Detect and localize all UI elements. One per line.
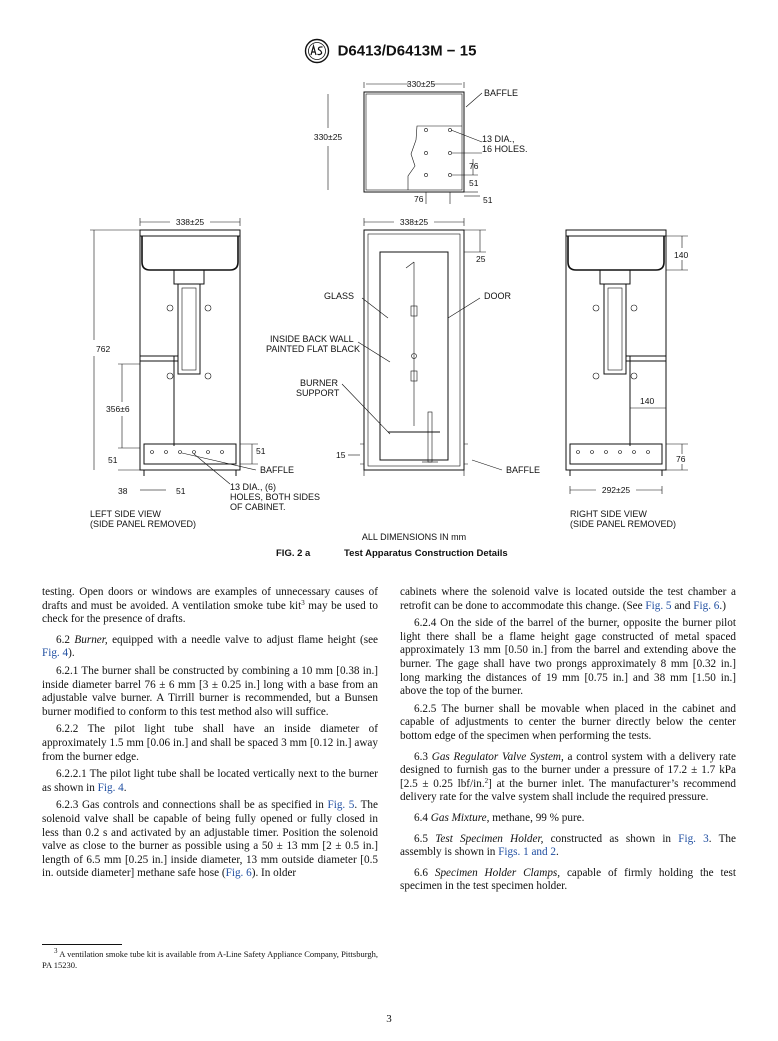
front-wall-label-2: PAINTED FLAT BLACK: [266, 344, 361, 354]
document-header: [0, 38, 778, 64]
fig-6-link[interactable]: Fig. 6: [693, 599, 720, 612]
left-width-dim: 338±25: [175, 217, 205, 227]
left-dim-38: 38: [118, 486, 128, 496]
section-6-2: 6.2 Burner, equipped with a needle valve to adjust flame height (see Fig. 4).: [42, 633, 378, 660]
left-dim-51-b: 51: [256, 446, 266, 456]
left-holes-label-1: 13 DIA., (6): [230, 482, 277, 492]
text-column-left: [42, 586, 378, 885]
top-dim-76-b: 76: [414, 194, 424, 204]
footnote: $^3$ A ventilation smoke tube kit is available from A-Line Safety Appliance Company, Pittsburgh, PA 15230.: [42, 947, 378, 970]
footnote-divider: [42, 944, 122, 945]
section-6-2-1: 6.2.1 The burner shall be constructed by combining a 10 mm [0.38 in.] inside diameter barrel 76 ± 6 mm [3 ± 0.25 in.] long with a base from an adjustable valve burner. A Tirrill burner is recommended, but a Bunsen burner modified to conform to this test method also will suffice.: [42, 664, 378, 718]
section-6-2-2-1: 6.2.2.1 The pilot light tube shall be located vertically next to the burner as shown in Fig. 4.: [42, 768, 378, 794]
left-dim-356: 356±6: [106, 404, 130, 414]
left-dim-51-a: 51: [108, 455, 118, 465]
front-support-label-2: SUPPORT: [296, 388, 340, 398]
section-6-5: 6.5 Test Specimen Holder, constructed as shown in Fig. 3. The assembly is shown in Figs. 1 and 2.: [400, 832, 736, 859]
right-dim-140-b: 140: [640, 396, 655, 406]
section-6-2-3: 6.2.3 Gas controls and connections shall be as specified in Fig. 5. The solenoid valve shall be capable of being fully opened or fully closed in less than 0.2 s and activated by an adjustable timer. Position the solenoid valve as close to the burner as possible using a 50 ± 13 mm [2 ± 0.5 in.] length of 6.5 mm [0.25 in.] inside diameter, 13 mm outside diameter [0.5 in. outside diameter] methane safe hose (Fig. 6). In older: [42, 799, 378, 880]
top-view: [314, 79, 528, 205]
front-wall-label-1: INSIDE BACK WALL: [270, 334, 354, 344]
left-view-title-2: (SIDE PANEL REMOVED): [90, 519, 197, 529]
fig-4-link[interactable]: Fig. 4: [97, 781, 124, 794]
left-baffle-label: BAFFLE: [260, 465, 295, 475]
right-side-view: [566, 230, 688, 529]
section-6-3: 6.3 Gas Regulator Valve System, a control system with a delivery rate designed to furnish gas to the burner under a pressure of 17.2 ± 1.7 kPa [2.5 ± 0.25 lbf/in.$^2$] at the burner inlet. The manufacturer’s recommend delivery rate for the valve system shall include the required pressure.: [400, 750, 736, 804]
right-dim-140-a: 140: [674, 250, 689, 260]
section-6-2-5: 6.2.5 The burner shall be movable when placed in the cabinet and capable of adjustments to center the burner directly below the center bottom edge of the specimen when performing the tests.: [400, 702, 736, 742]
front-door-label: DOOR: [484, 291, 511, 301]
right-view-title-1: RIGHT SIDE VIEW: [570, 509, 647, 519]
left-view-title-1: LEFT SIDE VIEW: [90, 509, 161, 519]
page-number: 3: [386, 1013, 392, 1025]
text-column-right: [400, 586, 736, 898]
top-dim-76-a: 76: [469, 161, 479, 171]
top-holes-label-2: 16 HOLES.: [482, 144, 528, 154]
fig-5-link[interactable]: Fig. 5: [327, 799, 355, 812]
section-6-2-3-continued: cabinets where the solenoid valve is located outside the test chamber a retrofit can be done to accommodate this change. (See Fig. 5 and Fig. 6.): [400, 586, 736, 612]
astm-logo-icon: [302, 38, 332, 64]
figure-caption-number: FIG. 2 a: [276, 548, 311, 559]
section-6-2-2: 6.2.2 The pilot light tube shall have an inside diameter of approximately 1.5 mm [0.06 in.] and shall be spaced 3 mm [0.12 in.] away from the burner edge.: [42, 723, 378, 763]
front-glass-label: GLASS: [324, 291, 355, 301]
section-6-2-4: 6.2.4 On the side of the barrel of the burner, opposite the burner pilot light there shall be a flame height gage constructed of metal spaced approximately 13 mm [0.50 in.] from the barrel and extending above the burner. The gage shall have two prongs approximately 8 mm [0.32 in.] long marking the distances of 19 mm [0.75 in.] and 38 mm [1.50 in.] above the top of the burner.: [400, 617, 736, 698]
paragraph-drafts: testing. Open doors or windows are examples of unnecessary causes of drafts and must be avoided. A ventilation smoke tube kit$^3$ may be used to check for the presence of drafts.: [42, 586, 379, 626]
front-baffle-label: BAFFLE: [506, 465, 541, 475]
dimensions-note: ALL DIMENSIONS IN mm: [361, 532, 467, 542]
figure-2a: [70, 66, 710, 566]
section-6-4: 6.4 Gas Mixture, methane, 99 % pure.: [414, 811, 585, 824]
fig-6-link[interactable]: Fig. 6: [225, 867, 252, 880]
front-dim-25: 25: [476, 254, 486, 264]
left-holes-label-3: OF CABINET.: [230, 502, 286, 512]
fig-5-link[interactable]: Fig. 5: [645, 599, 672, 612]
figure-caption-title: Test Apparatus Construction Details: [344, 548, 508, 559]
front-width-dim: 338±25: [399, 217, 429, 227]
front-view: [266, 217, 540, 476]
right-width-dim: 292±25: [601, 485, 631, 495]
top-width-dim: 330±25: [406, 79, 436, 89]
top-height-dim: 330±25: [313, 132, 343, 142]
top-dim-51-a: 51: [469, 178, 479, 188]
figs-1-2-link[interactable]: Figs. 1 and 2: [498, 846, 557, 859]
left-dim-51-c: 51: [176, 486, 186, 496]
apparatus-drawing: [70, 66, 710, 566]
fig-4-link[interactable]: Fig. 4: [42, 647, 69, 660]
standard-designation: D6413/D6413M − 15: [337, 42, 477, 60]
top-baffle-label: BAFFLE: [484, 88, 519, 98]
top-holes-label-1: 13 DIA.,: [482, 134, 515, 144]
left-side-view: [90, 217, 320, 529]
front-dim-15: 15: [336, 450, 346, 460]
right-dim-76: 76: [676, 454, 686, 464]
right-view-title-2: (SIDE PANEL REMOVED): [570, 519, 677, 529]
left-height-dim: 762: [96, 344, 111, 354]
top-dim-51-b: 51: [483, 195, 493, 205]
section-6-6: 6.6 Specimen Holder Clamps, capable of firmly holding the test specimen in the test specimen holder.: [400, 866, 736, 893]
left-holes-label-2: HOLES, BOTH SIDES: [230, 492, 321, 502]
fig-3-link[interactable]: Fig. 3: [678, 832, 709, 845]
front-support-label-1: BURNER: [300, 378, 339, 388]
